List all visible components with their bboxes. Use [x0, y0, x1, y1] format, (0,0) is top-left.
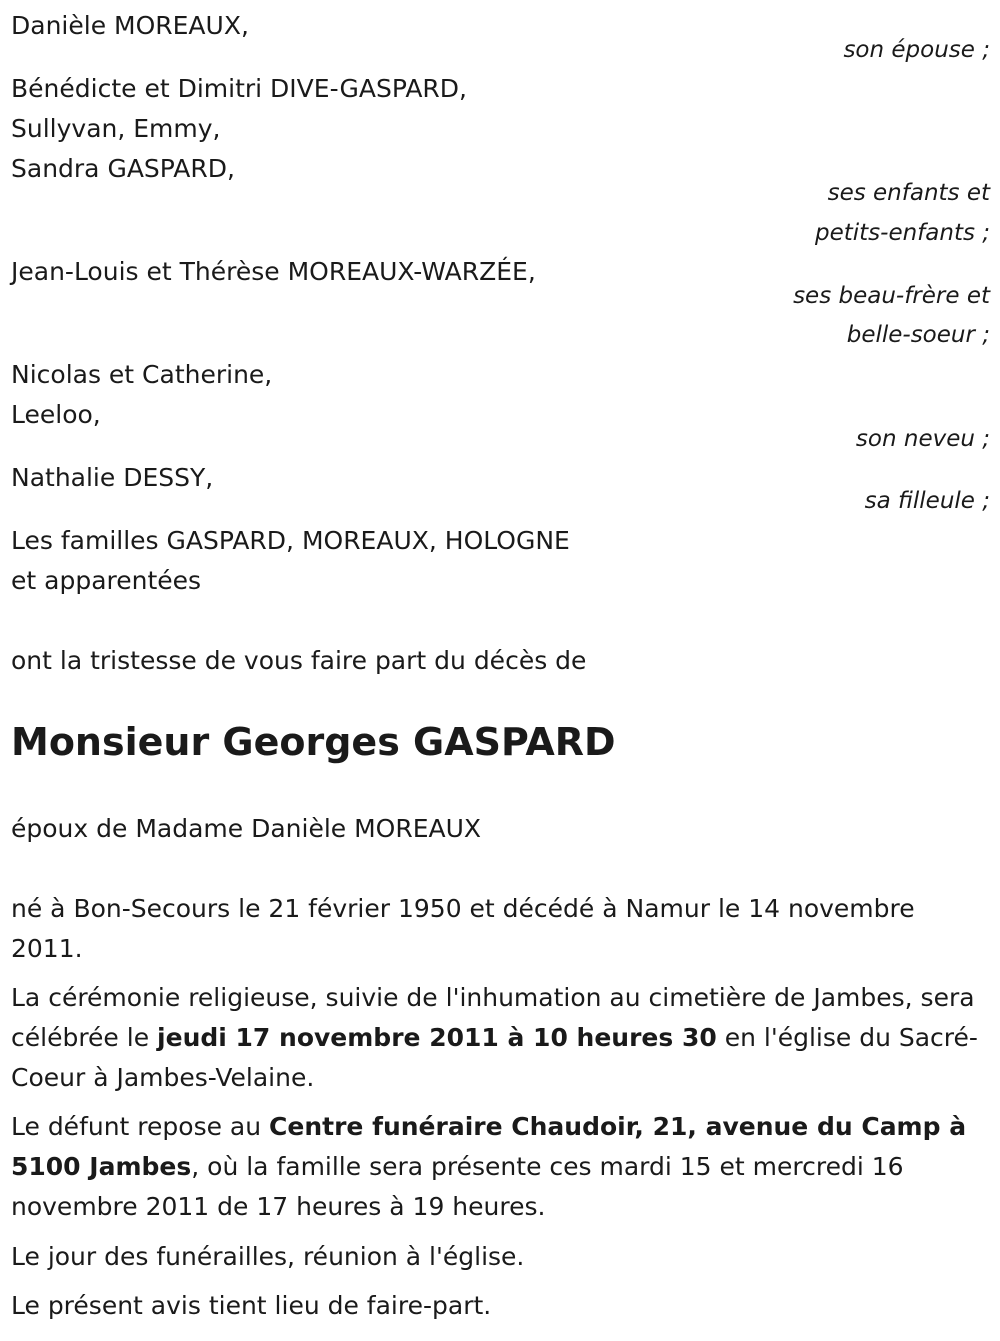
inlaws-role-line-2: belle-soeur ; [846, 322, 990, 348]
spouse-of-text: époux de Madame Danièle MOREAUX [11, 814, 482, 843]
deceased-name-heading: Monsieur Georges GASPARD [11, 720, 616, 764]
families-line-2: et apparentées [11, 566, 202, 595]
closing-note-text: Le présent avis tient lieu de faire-part. [11, 1291, 492, 1320]
goddaughter-name: Nathalie DESSY, [11, 463, 214, 492]
nephew-line-1: Nicolas et Catherine, [11, 360, 273, 389]
goddaughter-role: sa filleule ; [864, 488, 990, 514]
children-role-line-1: ses enfants et [827, 180, 990, 206]
visitation-place: Centre funéraire Chaudoir, 21, avenue du Camp à 5100 Jambes [11, 1112, 967, 1181]
children-line-2: Sullyvan, Emmy, [11, 114, 221, 143]
announcement-text: ont la tristesse de vous faire part du décès de [11, 646, 587, 675]
visitation-paragraph [11, 1107, 981, 1227]
ceremony-text-before: La cérémonie religieuse, suivie de l'inhumation au cimetière de Jambes, sera célébrée le [11, 983, 975, 1052]
families-line-1: Les familles GASPARD, MOREAUX, HOLOGNE [11, 526, 570, 555]
visitation-text-before: Le défunt repose au [11, 1112, 270, 1141]
nephew-line-2: Leeloo, [11, 400, 101, 429]
inlaws-role-line-1: ses beau-frère et [793, 283, 990, 309]
nephew-role: son neveu ; [855, 426, 990, 452]
spouse-name: Danièle MOREAUX, [11, 11, 249, 40]
ceremony-text-after: en l'église du Sacré-Coeur à Jambes-Velaine. [11, 1023, 978, 1092]
children-line-1: Bénédicte et Dimitri DIVE-GASPARD, [11, 74, 467, 103]
visitation-text-after: , où la famille sera présente ces mardi 15 et mercredi 16 novembre 2011 de 17 heures à 19 heures. [11, 1152, 904, 1221]
children-line-3: Sandra GASPARD, [11, 154, 235, 183]
funeral-meeting-text: Le jour des funérailles, réunion à l'église. [11, 1242, 525, 1271]
ceremony-paragraph [11, 978, 981, 1098]
children-role-line-2: petits-enfants ; [814, 220, 990, 246]
inlaws-name: Jean-Louis et Thérèse MOREAUX-WARZÉE, [11, 257, 536, 286]
spouse-role: son épouse ; [843, 37, 990, 63]
birth-death-paragraph: né à Bon-Secours le 21 février 1950 et décédé à Namur le 14 novembre 2011. [11, 894, 915, 963]
ceremony-datetime: jeudi 17 novembre 2011 à 10 heures 30 [157, 1023, 717, 1052]
